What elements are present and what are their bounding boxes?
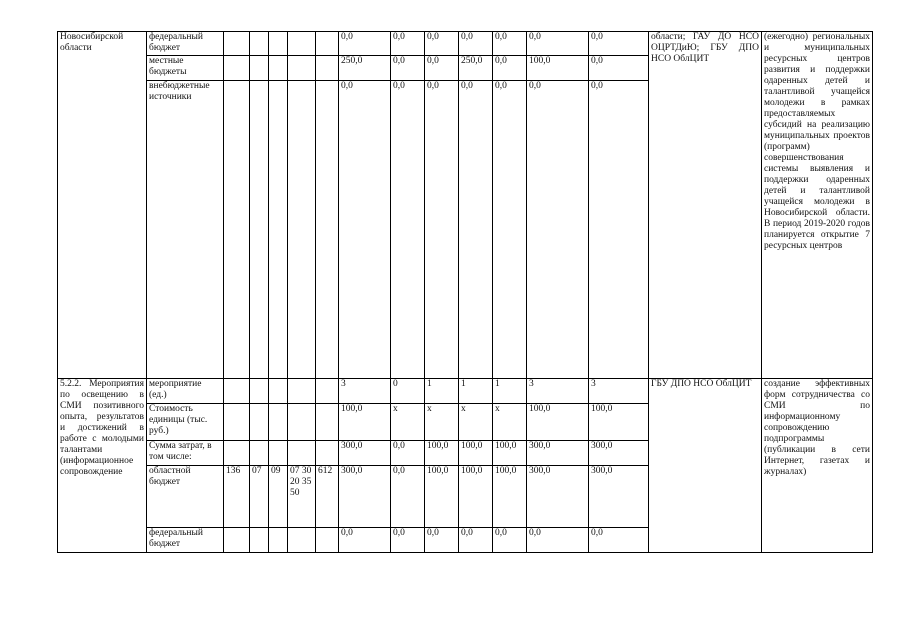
value-cell: 250,0 bbox=[339, 56, 391, 81]
value-cell: 3 bbox=[589, 379, 649, 404]
value-cell: x bbox=[425, 404, 459, 441]
executor-cell: ГБУ ДПО НСО ОблЦИТ bbox=[649, 379, 762, 553]
value-cell: 0,0 bbox=[589, 56, 649, 81]
value-cell: 300,0 bbox=[339, 441, 391, 466]
value-cell: 100,0 bbox=[527, 56, 589, 81]
value-cell: 0,0 bbox=[459, 528, 493, 553]
value-cell: 0,0 bbox=[527, 32, 589, 56]
code-cell: 07 bbox=[250, 466, 269, 528]
value-cell: 100,0 bbox=[493, 466, 527, 528]
source-name: областной бюджет bbox=[147, 466, 224, 528]
source-name: местные бюджеты bbox=[147, 56, 224, 81]
value-cell: 100,0 bbox=[527, 404, 589, 441]
value-cell: 300,0 bbox=[527, 441, 589, 466]
value-cell: 0,0 bbox=[589, 528, 649, 553]
value-cell: 300,0 bbox=[589, 466, 649, 528]
value-cell: 0,0 bbox=[391, 32, 425, 56]
source-name: федеральный бюджет bbox=[147, 528, 224, 553]
value-cell: 250,0 bbox=[459, 56, 493, 81]
value-cell: 0,0 bbox=[589, 81, 649, 379]
result-cell: создание эффективных форм сотрудничества со СМИ по информационному сопровождению подпрограммы (публикации в сети Интернет, газетах и журналах) bbox=[762, 379, 873, 553]
value-cell: 100,0 bbox=[589, 404, 649, 441]
value-cell: 100,0 bbox=[459, 466, 493, 528]
value-cell: x bbox=[493, 404, 527, 441]
value-cell: 0,0 bbox=[391, 466, 425, 528]
value-cell: x bbox=[459, 404, 493, 441]
value-cell: 0,0 bbox=[527, 528, 589, 553]
code-cell: 612 bbox=[316, 466, 339, 528]
value-cell: 100,0 bbox=[339, 404, 391, 441]
value-cell: 0,0 bbox=[425, 81, 459, 379]
code-cell: 07 30 20 35 50 bbox=[288, 466, 316, 528]
value-cell: 3 bbox=[527, 379, 589, 404]
value-cell: 0,0 bbox=[459, 81, 493, 379]
value-cell: 1 bbox=[425, 379, 459, 404]
value-cell: 0,0 bbox=[391, 56, 425, 81]
value-cell: 0,0 bbox=[527, 81, 589, 379]
value-cell: 0,0 bbox=[493, 32, 527, 56]
source-name: мероприятие (ед.) bbox=[147, 379, 224, 404]
value-cell: 0,0 bbox=[589, 32, 649, 56]
code-cell: 09 bbox=[269, 466, 288, 528]
code-cell: 136 bbox=[224, 466, 250, 528]
value-cell: 0 bbox=[391, 379, 425, 404]
value-cell: 0,0 bbox=[339, 528, 391, 553]
row-label: 5.2.2. Мероприятия по освещению в СМИ позитивного опыта, результатов и достижений в работе с молодыми талантами (информационное сопровождение bbox=[58, 379, 147, 553]
source-name: Сумма затрат, в том числе: bbox=[147, 441, 224, 466]
value-cell: 100,0 bbox=[493, 441, 527, 466]
source-name: Стоимость единицы (тыс. руб.) bbox=[147, 404, 224, 441]
value-cell: 0,0 bbox=[493, 56, 527, 81]
value-cell: 300,0 bbox=[339, 466, 391, 528]
value-cell: 1 bbox=[459, 379, 493, 404]
value-cell: 0,0 bbox=[425, 32, 459, 56]
value-cell: 100,0 bbox=[459, 441, 493, 466]
source-name: внебюджетные источники bbox=[147, 81, 224, 379]
value-cell: 0,0 bbox=[391, 81, 425, 379]
value-cell: 0,0 bbox=[391, 441, 425, 466]
executor-cell: области; ГАУ ДО НСО ОЦРТДиЮ; ГБУ ДПО НСО ОблЦИТ bbox=[649, 32, 762, 379]
value-cell: 300,0 bbox=[527, 466, 589, 528]
value-cell: 1 bbox=[493, 379, 527, 404]
value-cell: 300,0 bbox=[589, 441, 649, 466]
value-cell: 3 bbox=[339, 379, 391, 404]
program-table bbox=[57, 31, 873, 553]
source-name: федеральный бюджет bbox=[147, 32, 224, 56]
value-cell: 100,0 bbox=[425, 466, 459, 528]
value-cell: 0,0 bbox=[493, 528, 527, 553]
value-cell: 0,0 bbox=[425, 528, 459, 553]
value-cell: 0,0 bbox=[339, 81, 391, 379]
row-label: Новосибирской области bbox=[58, 32, 147, 379]
value-cell: 0,0 bbox=[459, 32, 493, 56]
value-cell: 0,0 bbox=[493, 81, 527, 379]
value-cell: 100,0 bbox=[425, 441, 459, 466]
value-cell: x bbox=[391, 404, 425, 441]
value-cell: 0,0 bbox=[391, 528, 425, 553]
value-cell: 0,0 bbox=[339, 32, 391, 56]
value-cell: 0,0 bbox=[425, 56, 459, 81]
result-cell: (ежегодно) региональных и муниципальных ресурсных центров развития и поддержки одаренных детей и талантливой учащейся молодежи в рамках предоставляемых субсидий на реализацию муниципальных проектов (программ) совершенствования системы выявления и поддержки одаренных детей и талантливой учащейся молодежи в Новосибирской области. В период 2019-2020 годов планируется открытие 7 ресурсных центров bbox=[762, 32, 873, 379]
